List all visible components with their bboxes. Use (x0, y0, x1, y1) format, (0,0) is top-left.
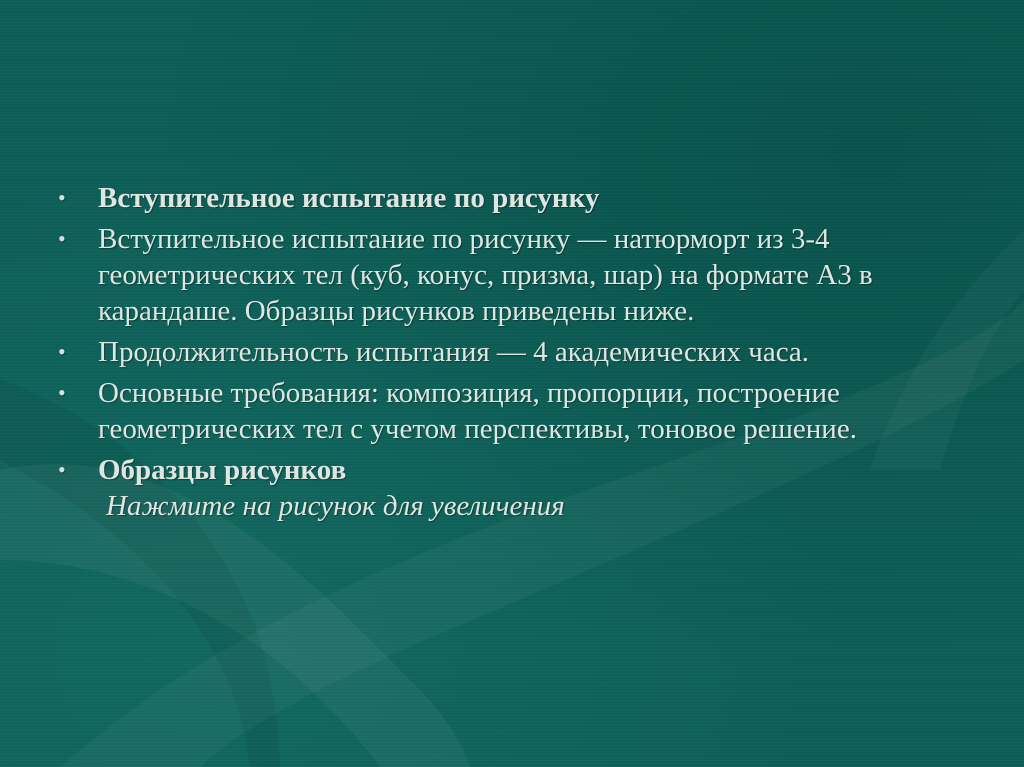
bullet-item-duration (56, 334, 976, 370)
bullet-item-requirements (56, 375, 976, 447)
bullet-text: Основные требования: композиция, пропорции, построение геометрических тел с учетом перспективы, тоновое решение. (98, 377, 857, 445)
bullet-item-samples[interactable] (56, 452, 976, 524)
enlarge-hint: Нажмите на рисунок для увеличения (106, 490, 565, 522)
bullet-item-title (56, 180, 976, 216)
bullet-list (56, 180, 976, 524)
bullet-icon: • (58, 226, 66, 251)
bullet-item-description (56, 221, 976, 329)
bullet-text: Вступительное испытание по рисунку — натюрморт из 3-4 геометрических тел (куб, конус, призма, шар) на формате А3 в карандаше. Образцы рисунков приведены ниже. (98, 223, 873, 327)
slide-content (56, 180, 976, 529)
bullet-icon: • (58, 185, 66, 210)
bullet-icon: • (58, 339, 66, 364)
samples-link[interactable]: Образцы рисунков (98, 454, 347, 486)
bullet-text: Вступительное испытание по рисунку (98, 182, 600, 214)
bullet-icon: • (58, 457, 66, 482)
bullet-text: Продолжительность испытания — 4 академических часа. (98, 336, 810, 368)
bullet-icon: • (58, 380, 66, 405)
